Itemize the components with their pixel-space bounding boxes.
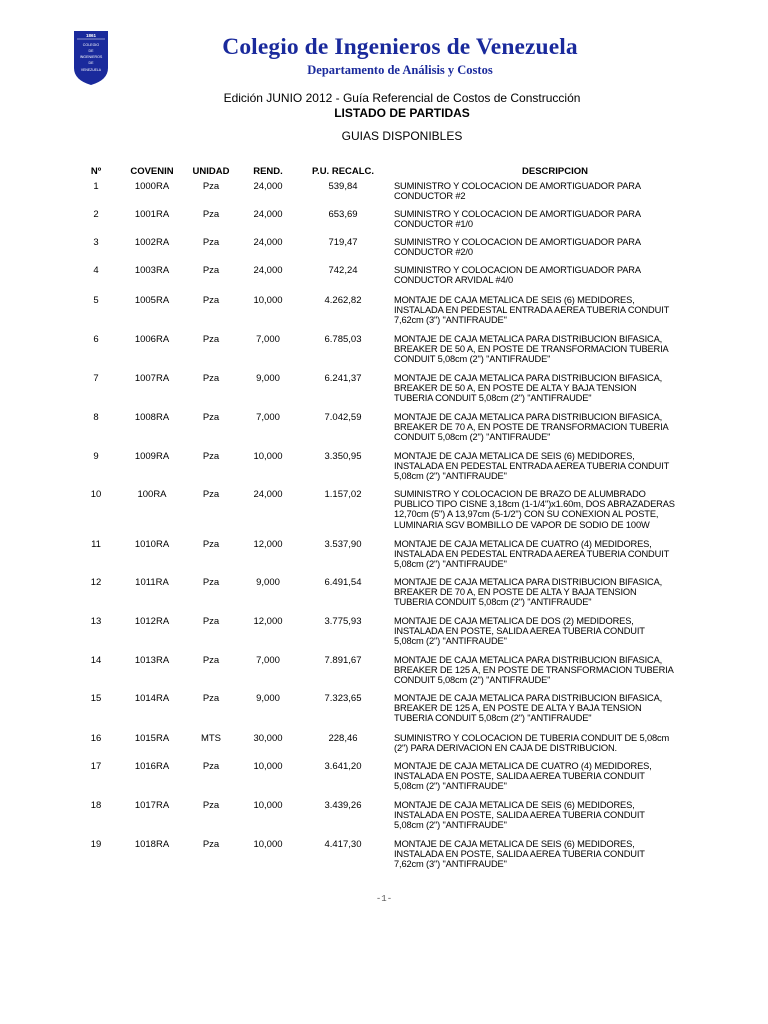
col-header-pu: P.U. RECALC. xyxy=(311,166,375,177)
descripcion-line: 5,08cm (2") "ANTIFRAUDE" xyxy=(394,820,507,831)
cell-num: 6 xyxy=(93,334,99,345)
table-row xyxy=(0,295,768,331)
descripcion-line: MONTAJE DE CAJA METALICA DE SEIS (6) MEDIDORES, xyxy=(394,451,635,461)
cell-unidad: Pza xyxy=(202,616,220,627)
descripcion-line: CONDUIT 5,08cm (2") "ANTIFRAUDE" xyxy=(394,432,551,443)
descripcion-line: 12,70cm (5") A 13,97cm (5-1/2") CON SU CONEXION AL POSTE, xyxy=(394,509,659,520)
cell-covenin: 1009RA xyxy=(134,451,170,462)
descripcion-line: 5,08cm (2") "ANTIFRAUDE" xyxy=(394,471,507,482)
cell-unidad: Pza xyxy=(202,334,220,345)
descripcion-line: SUMINISTRO Y COLOCACION DE TUBERIA CONDUIT DE 5,08cm xyxy=(394,733,670,743)
cell-descripcion xyxy=(394,451,716,482)
cell-covenin: 1012RA xyxy=(134,616,170,627)
guias-heading: GUIAS DISPONIBLES xyxy=(341,129,463,143)
table-row xyxy=(0,412,768,448)
descripcion-line: BREAKER DE 50 A, EN POSTE DE TRANSFORMACION TUBERIA xyxy=(394,344,669,355)
cell-num: 19 xyxy=(90,839,102,850)
cell-covenin: 1007RA xyxy=(134,373,170,384)
cell-rend: 9,000 xyxy=(256,577,280,588)
cell-pu: 3.641,20 xyxy=(324,761,362,772)
page-subtitle: Departamento de Análisis y Costos xyxy=(307,63,493,77)
cell-covenin: 1014RA xyxy=(134,693,170,704)
col-header-descripcion: DESCRIPCION xyxy=(522,166,588,177)
descripcion-line: MONTAJE DE CAJA METALICA DE DOS (2) MEDIDORES, xyxy=(394,616,634,626)
cell-rend: 30,000 xyxy=(253,733,283,744)
descripcion-line: LUMINARIA SGV BOMBILLO DE VAPOR DE SODIO DE 100W xyxy=(394,519,650,530)
cell-unidad: Pza xyxy=(202,412,220,423)
page-title: Colegio de Ingenieros de Venezuela xyxy=(222,34,578,60)
descripcion-line: 7,62cm (3") "ANTIFRAUDE" xyxy=(394,859,507,870)
descripcion-line: MONTAJE DE CAJA METALICA DE SEIS (6) MEDIDORES, xyxy=(394,800,635,810)
descripcion-line: SUMINISTRO Y COLOCACION DE AMORTIGUADOR PARA xyxy=(394,181,641,191)
cell-num: 9 xyxy=(93,451,99,462)
cell-covenin: 1011RA xyxy=(135,577,169,588)
table-row xyxy=(0,839,768,875)
cell-num: 5 xyxy=(93,295,99,306)
descripcion-line: MONTAJE DE CAJA METALICA PARA DISTRIBUCION BIFASICA, xyxy=(394,577,663,587)
cell-descripcion xyxy=(394,373,716,404)
descripcion-line: TUBERIA CONDUIT 5,08cm (2") "ANTIFRAUDE" xyxy=(394,597,592,608)
cell-pu: 539,84 xyxy=(328,181,358,192)
cell-num: 13 xyxy=(90,616,102,627)
table-row xyxy=(0,577,768,613)
cell-num: 12 xyxy=(90,577,102,588)
cell-covenin: 1000RA xyxy=(134,181,170,192)
cell-pu: 653,69 xyxy=(328,209,358,220)
cell-descripcion xyxy=(394,733,716,753)
col-header-num: Nº xyxy=(90,166,102,177)
table-row xyxy=(0,616,768,652)
cell-descripcion xyxy=(394,539,716,570)
cell-num: 16 xyxy=(90,733,102,744)
descripcion-line: CONDUIT 5,08cm (2") "ANTIFRAUDE" xyxy=(394,675,551,686)
descripcion-line: MONTAJE DE CAJA METALICA DE CUATRO (4) MEDIDORES, xyxy=(394,761,652,771)
descripcion-line: BREAKER DE 70 A, EN POSTE DE TRANSFORMACION TUBERIA xyxy=(394,422,669,433)
logo-line-3: INGENIEROS xyxy=(79,55,103,59)
descripcion-line: MONTAJE DE CAJA METALICA PARA DISTRIBUCION BIFASICA, xyxy=(394,373,663,383)
cell-rend: 10,000 xyxy=(253,295,283,306)
cell-descripcion xyxy=(394,237,716,257)
cell-covenin: 1010RA xyxy=(134,539,170,550)
descripcion-line: MONTAJE DE CAJA METALICA DE CUATRO (4) MEDIDORES, xyxy=(394,539,652,549)
table-row xyxy=(0,373,768,409)
cell-num: 8 xyxy=(93,412,99,423)
logo-line-2: DE xyxy=(88,49,94,53)
listado-heading: LISTADO DE PARTIDAS xyxy=(334,106,470,120)
descripcion-line: PUBLICO TIPO CISNE 3,18cm (1-1/4")x1.60m, DOS ABRAZADERAS xyxy=(394,499,675,510)
cell-covenin: 1002RA xyxy=(134,237,170,248)
cell-rend: 9,000 xyxy=(256,693,280,704)
cell-unidad: Pza xyxy=(202,295,220,306)
col-header-covenin: COVENIN xyxy=(130,166,174,177)
descripcion-line: BREAKER DE 125 A, EN POSTE DE TRANSFORMACION TUBERIA xyxy=(394,665,674,676)
cell-rend: 24,000 xyxy=(253,265,283,276)
descripcion-line: INSTALADA EN PEDESTAL ENTRADA AEREA TUBERIA CONDUIT xyxy=(394,305,670,316)
cell-rend: 24,000 xyxy=(253,209,283,220)
cell-unidad: Pza xyxy=(202,761,220,772)
cell-rend: 9,000 xyxy=(256,373,280,384)
logo-line-1: COLEGIO xyxy=(82,43,100,47)
cell-pu: 6.241,37 xyxy=(324,373,362,384)
cell-num: 1 xyxy=(93,181,99,192)
cell-unidad: Pza xyxy=(202,655,220,666)
cell-num: 10 xyxy=(90,489,102,500)
cell-rend: 24,000 xyxy=(253,489,283,500)
cell-covenin: 1015RA xyxy=(134,733,170,744)
cell-pu: 7.323,65 xyxy=(324,693,362,704)
cell-pu: 1.157,02 xyxy=(324,489,362,500)
cell-descripcion xyxy=(394,181,716,201)
cell-rend: 10,000 xyxy=(253,451,283,462)
cell-unidad: Pza xyxy=(202,577,220,588)
cell-rend: 12,000 xyxy=(253,539,283,550)
cell-num: 14 xyxy=(90,655,102,666)
cell-covenin: 1003RA xyxy=(134,265,170,276)
col-header-unidad: UNIDAD xyxy=(192,166,230,177)
cell-unidad: Pza xyxy=(202,373,220,384)
cell-covenin: 1001RA xyxy=(134,209,170,220)
cell-descripcion xyxy=(394,489,716,530)
cell-num: 4 xyxy=(93,265,99,276)
descripcion-line: INSTALADA EN PEDESTAL ENTRADA AEREA TUBERIA CONDUIT xyxy=(394,461,670,472)
cell-rend: 12,000 xyxy=(253,616,283,627)
cell-num: 11 xyxy=(91,539,101,550)
cell-pu: 6.785,03 xyxy=(324,334,362,345)
descripcion-line: MONTAJE DE CAJA METALICA PARA DISTRIBUCION BIFASICA, xyxy=(394,655,663,665)
cell-unidad: Pza xyxy=(202,800,220,811)
cell-covenin: 1018RA xyxy=(134,839,170,850)
cell-pu: 742,24 xyxy=(328,265,358,276)
descripcion-line: MONTAJE DE CAJA METALICA PARA DISTRIBUCION BIFASICA, xyxy=(394,693,663,703)
descripcion-line: TUBERIA CONDUIT 5,08cm (2") "ANTIFRAUDE" xyxy=(394,713,592,724)
logo-line-4: DE xyxy=(88,61,94,65)
descripcion-line: BREAKER DE 125 A, EN POSTE DE ALTA Y BAJA TENSION xyxy=(394,703,642,714)
cell-unidad: Pza xyxy=(202,451,220,462)
descripcion-line: 7,62cm (3") "ANTIFRAUDE" xyxy=(394,315,507,326)
descripcion-line: 5,08cm (2") "ANTIFRAUDE" xyxy=(394,559,507,570)
descripcion-line: BREAKER DE 50 A, EN POSTE DE ALTA Y BAJA TENSION xyxy=(394,383,637,394)
descripcion-line: BREAKER DE 70 A, EN POSTE DE ALTA Y BAJA TENSION xyxy=(394,587,637,598)
cell-unidad: MTS xyxy=(200,733,222,744)
cell-unidad: Pza xyxy=(202,839,220,850)
cell-pu: 3.439,26 xyxy=(324,800,362,811)
cell-descripcion xyxy=(394,334,716,365)
cell-unidad: Pza xyxy=(202,693,220,704)
cell-descripcion xyxy=(394,655,716,686)
cell-descripcion xyxy=(394,412,716,443)
table-row xyxy=(0,334,768,370)
cell-rend: 7,000 xyxy=(256,334,280,345)
cell-descripcion xyxy=(394,693,716,724)
cell-covenin: 1006RA xyxy=(134,334,170,345)
descripcion-line: INSTALADA EN POSTE, SALIDA AEREA TUBERIA CONDUIT xyxy=(394,849,645,860)
cell-rend: 10,000 xyxy=(253,761,283,772)
cell-pu: 719,47 xyxy=(328,237,358,248)
table-row xyxy=(0,489,768,530)
table-row xyxy=(0,539,768,575)
cell-pu: 4.262,82 xyxy=(324,295,362,306)
cell-descripcion xyxy=(394,616,716,647)
descripcion-line: CONDUCTOR ARVIDAL #4/0 xyxy=(394,275,513,286)
cell-num: 2 xyxy=(93,209,99,220)
table-row xyxy=(0,761,768,797)
cell-unidad: Pza xyxy=(202,489,220,500)
colegio-logo xyxy=(73,30,109,86)
cell-pu: 228,46 xyxy=(328,733,358,744)
descripcion-line: MONTAJE DE CAJA METALICA PARA DISTRIBUCION BIFASICA, xyxy=(394,412,663,422)
cell-rend: 24,000 xyxy=(253,237,283,248)
descripcion-line: SUMINISTRO Y COLOCACION DE AMORTIGUADOR PARA xyxy=(394,237,641,247)
cell-covenin: 1017RA xyxy=(134,800,170,811)
cell-unidad: Pza xyxy=(202,237,220,248)
descripcion-line: CONDUCTOR #2 xyxy=(394,191,466,202)
descripcion-line: 5,08cm (2") "ANTIFRAUDE" xyxy=(394,636,507,647)
descripcion-line: CONDUCTOR #1/0 xyxy=(394,219,473,230)
cell-pu: 3.350,95 xyxy=(324,451,362,462)
descripcion-line: (2") PARA DERIVACION EN CAJA DE DISTRIBUCION. xyxy=(394,743,617,754)
cell-descripcion xyxy=(394,761,716,792)
cell-pu: 3.775,93 xyxy=(324,616,362,627)
descripcion-line: INSTALADA EN POSTE, SALIDA AEREA TUBERIA CONDUIT xyxy=(394,771,645,782)
col-header-rend: REND. xyxy=(253,166,283,177)
cell-pu: 7.891,67 xyxy=(324,655,362,666)
table-row xyxy=(0,800,768,836)
cell-rend: 10,000 xyxy=(253,839,283,850)
cell-descripcion xyxy=(394,295,716,326)
cell-descripcion xyxy=(394,265,716,285)
logo-year: 1861 xyxy=(85,33,97,38)
page-number: -1- xyxy=(375,894,393,904)
cell-covenin: 1008RA xyxy=(134,412,170,423)
cell-descripcion xyxy=(394,839,716,870)
cell-unidad: Pza xyxy=(202,539,220,550)
cell-num: 7 xyxy=(93,373,99,384)
cell-num: 15 xyxy=(90,693,102,704)
logo-line-5: VENEZUELA xyxy=(80,68,102,72)
cell-rend: 7,000 xyxy=(256,655,280,666)
cell-descripcion xyxy=(394,209,716,229)
cell-rend: 10,000 xyxy=(253,800,283,811)
cell-num: 18 xyxy=(90,800,102,811)
edition-line: Edición JUNIO 2012 - Guía Referencial de Costos de Construcción xyxy=(223,91,581,105)
descripcion-line: MONTAJE DE CAJA METALICA DE SEIS (6) MEDIDORES, xyxy=(394,839,635,849)
cell-covenin: 1005RA xyxy=(134,295,170,306)
cell-pu: 3.537,90 xyxy=(324,539,362,550)
cell-pu: 6.491,54 xyxy=(324,577,362,588)
cell-pu: 7.042,59 xyxy=(324,412,362,423)
cell-unidad: Pza xyxy=(202,209,220,220)
descripcion-line: MONTAJE DE CAJA METALICA DE SEIS (6) MEDIDORES, xyxy=(394,295,635,305)
descripcion-line: SUMINISTRO Y COLOCACION DE BRAZO DE ALUMBRADO xyxy=(394,489,646,499)
cell-rend: 7,000 xyxy=(256,412,280,423)
cell-unidad: Pza xyxy=(202,181,220,192)
cell-rend: 24,000 xyxy=(253,181,283,192)
cell-unidad: Pza xyxy=(202,265,220,276)
table-row xyxy=(0,451,768,487)
descripcion-line: TUBERIA CONDUIT 5,08cm (2") "ANTIFRAUDE" xyxy=(394,393,592,404)
table-row xyxy=(0,693,768,729)
descripcion-line: INSTALADA EN PEDESTAL ENTRADA AEREA TUBERIA CONDUIT xyxy=(394,549,670,560)
descripcion-line: CONDUCTOR #2/0 xyxy=(394,247,473,258)
descripcion-line: INSTALADA EN POSTE, SALIDA AEREA TUBERIA CONDUIT xyxy=(394,810,645,821)
cell-num: 3 xyxy=(93,237,99,248)
cell-covenin: 1016RA xyxy=(134,761,170,772)
descripcion-line: 5,08cm (2") "ANTIFRAUDE" xyxy=(394,781,507,792)
cell-covenin: 100RA xyxy=(137,489,167,500)
descripcion-line: CONDUIT 5,08cm (2") "ANTIFRAUDE" xyxy=(394,354,551,365)
cell-pu: 4.417,30 xyxy=(324,839,362,850)
descripcion-line: SUMINISTRO Y COLOCACION DE AMORTIGUADOR PARA xyxy=(394,265,641,275)
cell-descripcion xyxy=(394,800,716,831)
descripcion-line: INSTALADA EN POSTE, SALIDA AEREA TUBERIA CONDUIT xyxy=(394,626,645,637)
cell-num: 17 xyxy=(90,761,102,772)
descripcion-line: MONTAJE DE CAJA METALICA PARA DISTRIBUCION BIFASICA, xyxy=(394,334,663,344)
descripcion-line: SUMINISTRO Y COLOCACION DE AMORTIGUADOR PARA xyxy=(394,209,641,219)
cell-covenin: 1013RA xyxy=(134,655,170,666)
cell-descripcion xyxy=(394,577,716,608)
table-row xyxy=(0,655,768,691)
